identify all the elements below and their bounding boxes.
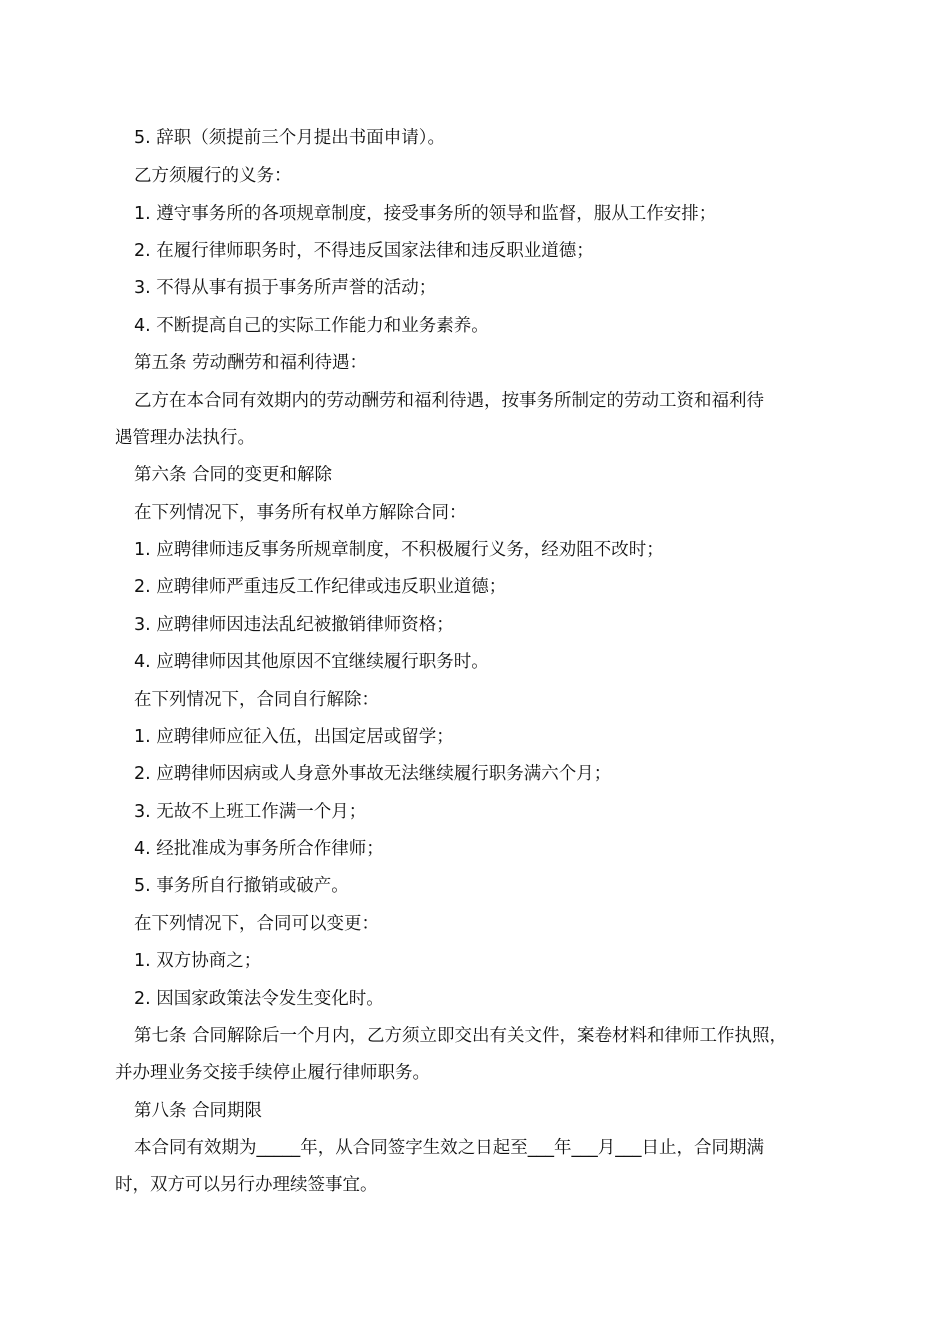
article-7-line-2: 并办理业务交接手续停止履行律师职务。: [115, 1063, 430, 1083]
article-5-body-line-1: 乙方在本合同有效期内的劳动酬劳和福利待遇，按事务所制定的劳动工资和福利待: [134, 391, 764, 411]
article-8-heading: 第八条 合同期限: [134, 1101, 263, 1121]
unilateral-termination-heading: 在下列情况下，事务所有权单方解除合同：: [134, 503, 467, 523]
duty-item-1: 1. 遵守事务所的各项规章制度，接受事务所的领导和监督，服从工作安排；: [134, 204, 717, 224]
modification-heading: 在下列情况下，合同可以变更：: [134, 914, 379, 934]
auto-termination-item-4: 4. 经批准成为事务所合作律师；: [134, 839, 384, 859]
article-8-body-line-1: 本合同有效期为_____年，从合同签字生效之日起至___年___月___日止，合同期满: [134, 1138, 764, 1158]
auto-termination-item-2: 2. 应聘律师因病或人身意外事故无法继续履行职务满六个月；: [134, 764, 612, 784]
article-6-heading: 第六条 合同的变更和解除: [134, 465, 333, 485]
auto-termination-item-5: 5. 事务所自行撤销或破产。: [134, 876, 349, 896]
article-5-heading: 第五条 劳动酬劳和福利待遇：: [134, 353, 368, 373]
termination-item-1: 1. 应聘律师违反事务所规章制度，不积极履行义务，经劝阻不改时；: [134, 540, 664, 560]
article-7-line-1: 第七条 合同解除后一个月内，乙方须立即交出有关文件，案卷材料和律师工作执照，: [134, 1026, 788, 1046]
auto-termination-item-1: 1. 应聘律师应征入伍，出国定居或留学；: [134, 727, 454, 747]
heading-party-b-duties: 乙方须履行的义务：: [134, 166, 292, 186]
duty-item-4: 4. 不断提高自己的实际工作能力和业务素养。: [134, 316, 489, 336]
duty-item-3: 3. 不得从事有损于事务所声誉的活动；: [134, 278, 437, 298]
termination-item-4: 4. 应聘律师因其他原因不宜继续履行职务时。: [134, 652, 489, 672]
termination-item-2: 2. 应聘律师严重违反工作纪律或违反职业道德；: [134, 577, 507, 597]
modification-item-1: 1. 双方协商之；: [134, 951, 262, 971]
modification-item-2: 2. 因国家政策法令发生变化时。: [134, 989, 384, 1009]
article-8-body-line-2: 时，双方可以另行办理续签事宜。: [115, 1175, 378, 1195]
auto-termination-item-3: 3. 无故不上班工作满一个月；: [134, 802, 367, 822]
automatic-termination-heading: 在下列情况下，合同自行解除：: [134, 690, 379, 710]
article-5-body-line-2: 遇管理办法执行。: [115, 428, 255, 448]
item-resign: 5. 辞职（须提前三个月提出书面申请）。: [134, 128, 446, 148]
termination-item-3: 3. 应聘律师因违法乱纪被撤销律师资格；: [134, 615, 454, 635]
duty-item-2: 2. 在履行律师职务时，不得违反国家法律和违反职业道德；: [134, 241, 594, 261]
